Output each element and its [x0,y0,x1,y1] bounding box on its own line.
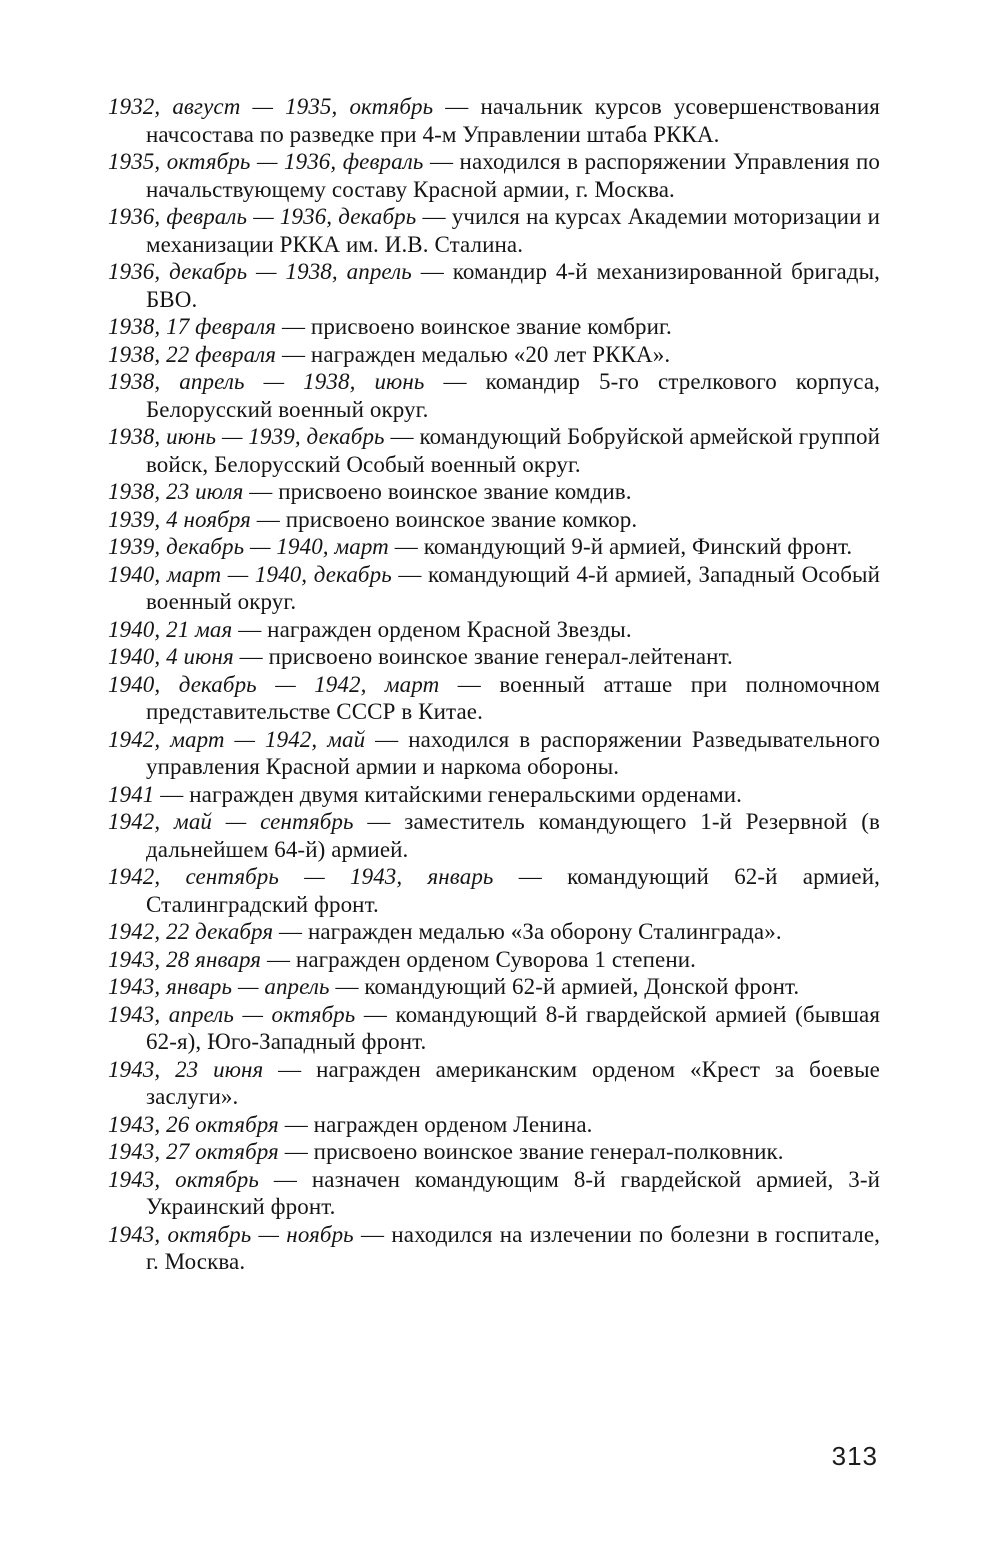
timeline-text-block [108,93,880,1276]
entry-dash: — [249,479,273,504]
entry-date: 1938, июнь — 1939, декабрь [108,424,385,449]
entry-date: 1943, январь — апрель [108,974,330,999]
entry-date: 1943, октябрь — ноябрь [108,1221,354,1247]
entry-date: 1943, 27 октября [108,1139,279,1164]
timeline-entry [108,671,880,726]
timeline-entry [108,863,880,918]
entry-dash: — [363,1001,387,1027]
entry-text: заместитель командующего 1-й Резервной (в дальнейшем 64-й) армией. [146,809,880,862]
entry-text: награжден американским орденом «Крест за боевые заслуги». [146,1056,880,1109]
entry-dash: — [367,809,391,834]
timeline-entry [108,1166,880,1221]
entry-date: 1942, март — 1942, май [108,726,366,752]
timeline-entry [108,616,880,644]
entry-text: награжден двумя китайскими генеральскими орденами. [189,781,743,807]
entry-text: начальник курсов усовершенствования начсостава по разведке при 4-м Управлении штаба РККА. [146,94,880,147]
entry-date: 1940, декабрь — 1942, март [108,671,440,697]
entry-text: находился в распоряжении Управления по начальствующему составу Красной армии, г. Москва. [146,149,880,202]
entry-text: командующий 8-й гвардейской армией (бывшая 62-я), Юго-Западный фронт. [146,1001,881,1054]
entry-dash: — [445,94,469,119]
timeline-entry [108,973,880,1001]
timeline-entry [108,561,880,616]
timeline-entry [108,478,880,506]
entry-date: 1943, 28 января [108,946,262,972]
entry-text: командир 5-го стрелкового корпуса, Белорусский военный округ. [146,369,880,422]
entry-text: командующий Бобруйской армейской группой войск, Белорусский Особый военный округ. [146,424,880,477]
entry-date: 1943, 23 июня [108,1056,264,1082]
timeline-entry [108,1221,880,1276]
entry-dash: — [420,259,444,284]
entry-text: присвоено воинское звание комдив. [278,479,632,504]
entry-date: 1942, 22 декабря [108,919,274,944]
entry-dash: — [390,424,414,449]
entry-dash: — [256,506,280,532]
entry-date: 1935, октябрь — 1936, февраль [108,149,424,174]
timeline-entry [108,93,880,148]
entry-text: находился в распоряжении Разведывательного управления Красной армии и наркома обороны. [146,726,881,779]
entry-text: военный атташе при полномочном представительстве СССР в Китае. [146,671,880,724]
entry-date: 1938, 17 февраля [108,314,277,339]
entry-dash: — [238,616,262,642]
entry-dash: — [361,1221,385,1247]
entry-dash: — [443,369,467,394]
entry-date: 1943, 26 октября [108,1111,279,1137]
entry-dash: — [281,341,306,367]
timeline-entry [108,781,880,809]
entry-text: командир 4-й механизированной бригады, БВО. [146,259,880,312]
timeline-entry [108,1138,880,1166]
entry-date: 1936, декабрь — 1938, апрель [108,259,412,284]
entry-text: присвоено воинское звание генерал-полковник. [313,1139,784,1164]
timeline-entry [108,313,880,341]
entry-text: награжден медалью «20 лет РККА». [310,341,671,367]
entry-date: 1942, сентябрь — 1943, январь [108,864,494,889]
entry-dash: — [284,1111,308,1137]
timeline-entry [108,946,880,974]
entry-text: находился на излечении по болезни в госпитале, г. Москва. [146,1221,880,1274]
entry-dash: — [284,1139,308,1164]
timeline-entry [108,1056,880,1111]
entry-text: присвоено воинское звание генерал-лейтенант. [268,644,733,669]
timeline-entry [108,643,880,671]
timeline-entry [108,148,880,203]
entry-date: 1940, 21 мая [108,616,233,642]
entry-dash: — [457,671,481,697]
entry-text: назначен командующим 8-й гвардейской армией, 3-й Украинский фронт. [146,1166,881,1219]
entry-dash: — [398,561,422,587]
timeline-entry [108,918,880,946]
entry-dash: — [239,644,263,669]
entry-text: командующий 62-й армией, Сталинградский фронт. [146,864,880,917]
entry-date: 1942, май — сентябрь [108,809,354,834]
entry-text: награжден орденом Суворова 1 степени. [295,946,696,972]
entry-text: учился на курсах Академии моторизации и механизации РККА им. И.В. Сталина. [146,204,881,257]
entry-date: 1940, март — 1940, декабрь [108,561,392,587]
entry-text: присвоено воинское звание комбриг. [310,314,672,339]
timeline-entry [108,258,880,313]
entry-dash: — [422,204,446,229]
entry-date: 1941 [108,781,155,807]
entry-date: 1943, апрель — октябрь [108,1001,356,1027]
entry-dash: — [273,1166,297,1192]
timeline-entry [108,368,880,423]
entry-text: присвоено воинское звание комкор. [285,506,638,532]
entry-date: 1943, октябрь [108,1166,259,1192]
timeline-entry [108,341,880,369]
entry-date: 1938, 23 июля [108,479,244,504]
timeline-entry [108,533,880,561]
timeline-entry [108,1111,880,1139]
entry-text: командующий 62-й армией, Донской фронт. [364,974,800,999]
timeline-entry [108,506,880,534]
page-number: 313 [831,1441,878,1471]
timeline-entry [108,1001,880,1056]
entry-dash: — [429,149,454,174]
entry-dash: — [160,781,184,807]
entry-date: 1939, 4 ноября [108,506,251,532]
timeline-entry [108,726,880,781]
entry-dash: — [518,864,542,889]
entry-dash: — [266,946,291,972]
timeline-entry [108,808,880,863]
entry-dash: — [394,534,418,559]
entry-date: 1939, декабрь — 1940, март [108,534,389,559]
entry-dash: — [335,974,359,999]
entry-dash: — [278,1056,302,1082]
entry-dash: — [281,314,306,339]
entry-dash: — [375,726,399,752]
entry-dash: — [278,919,303,944]
entry-text: командующий 4-й армией, Западный Особый военный округ. [146,561,880,614]
entry-date: 1938, 22 февраля [108,341,277,367]
entry-text: награжден медалью «За оборону Сталинграда». [307,919,782,944]
timeline-entry [108,423,880,478]
entry-date: 1940, 4 июня [108,644,234,669]
entry-text: командующий 9-й армией, Финский фронт. [423,534,853,559]
entry-date: 1936, февраль — 1936, декабрь [108,204,417,229]
entry-date: 1938, апрель — 1938, июнь [108,369,425,394]
timeline-entry [108,203,880,258]
entry-text: награжден орденом Красной Звезды. [267,616,632,642]
entry-date: 1932, август — 1935, октябрь [108,94,434,119]
entry-text: награжден орденом Ленина. [313,1111,593,1137]
